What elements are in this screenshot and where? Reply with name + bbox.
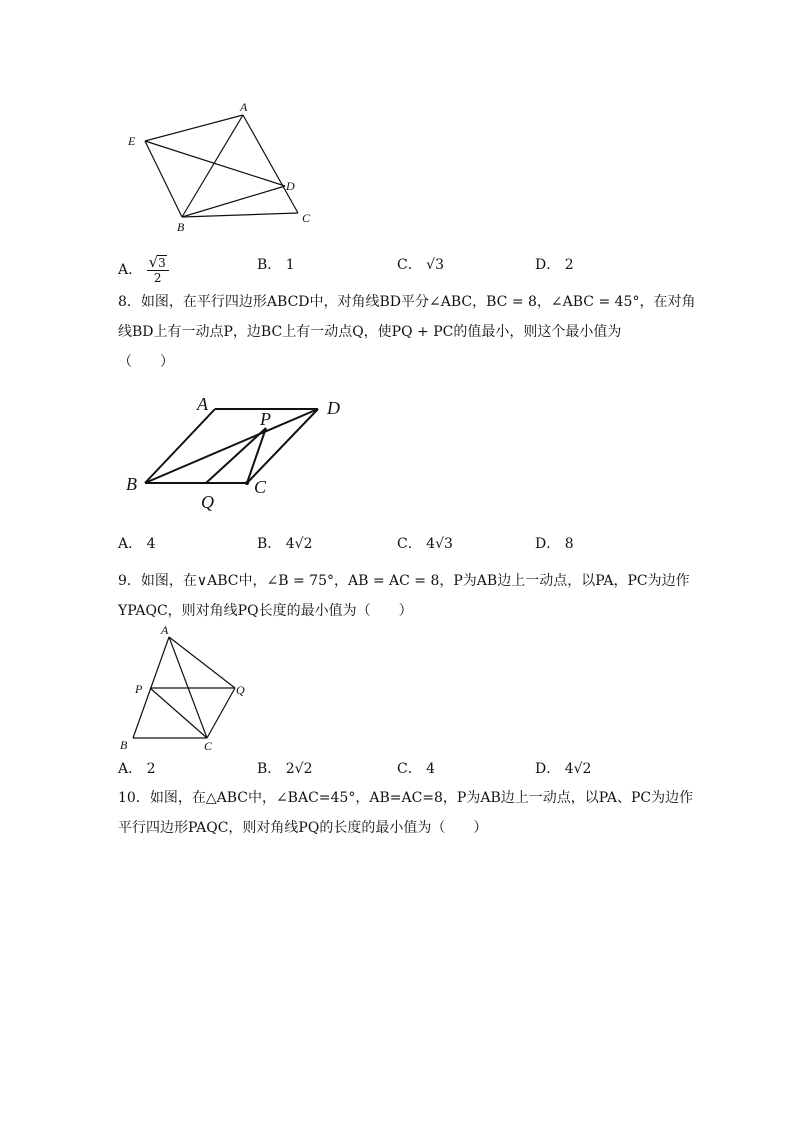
- q9-option-d[interactable]: [535, 759, 591, 779]
- q9-line-1: 9．如图，在∨ABC中，∠B = 75°，AB = AC = 8，P为AB边上一动点，以PA，PC为边作: [118, 573, 690, 589]
- label-A: A: [197, 394, 208, 414]
- q8-option-b[interactable]: [257, 534, 313, 554]
- label-Q: Q: [201, 492, 214, 512]
- q8-option-c[interactable]: [397, 534, 453, 554]
- label-B: B: [126, 474, 137, 494]
- q10-line-1: 10．如图，在△ABC中，∠BAC=45°，AB=AC=8，P为AB边上一动点，以PA、PC为边作: [118, 790, 694, 806]
- q10-line-2: 平行四边形PAQC，则对角线PQ的长度的最小值为（ ）: [118, 820, 488, 836]
- label-A: A: [240, 100, 248, 114]
- label-Q: Q: [236, 683, 245, 697]
- label-D: D: [286, 179, 295, 193]
- option-letter: C．: [397, 536, 422, 552]
- q8-option-d[interactable]: [535, 534, 574, 554]
- q9-option-a[interactable]: [118, 759, 156, 779]
- figure-q7: [120, 95, 330, 235]
- figure-q9: [115, 622, 255, 757]
- q8-option-a[interactable]: [118, 534, 156, 554]
- option-letter: D．: [535, 536, 561, 552]
- fraction: $\frac{√3}{2}$: [147, 255, 169, 285]
- option-text: 2: [146, 761, 156, 777]
- q9-option-b[interactable]: [257, 759, 313, 779]
- option-letter: A．: [118, 536, 143, 552]
- label-C: C: [302, 211, 311, 225]
- option-letter: D．: [535, 761, 561, 777]
- q7-option-c[interactable]: [397, 255, 444, 275]
- label-C: C: [204, 739, 213, 753]
- option-text: 4√3: [426, 536, 453, 552]
- label-P: P: [260, 409, 271, 429]
- option-text: 8: [564, 536, 574, 552]
- q7-option-b[interactable]: [257, 255, 295, 275]
- option-letter: C．: [397, 257, 422, 273]
- option-letter: B．: [257, 257, 282, 273]
- option-text: 2: [564, 257, 574, 273]
- option-text: 4√2: [285, 536, 313, 552]
- option-letter: A．: [118, 262, 143, 278]
- q8-line-2: 线BD上有一动点P，边BC上有一动点Q，使PQ + PC的值最小，则这个最小值为: [118, 324, 622, 340]
- option-text: 4: [426, 761, 436, 777]
- option-letter: D．: [535, 257, 561, 273]
- label-B: B: [120, 738, 128, 752]
- q8-line-1: 8．如图，在平行四边形ABCD中，对角线BD平分∠ABC，BC = 8，∠ABC = 45°，在对角: [118, 294, 696, 310]
- q7-option-a[interactable]: [118, 255, 169, 285]
- option-text: 4√2: [564, 761, 592, 777]
- q9-line-2: YPAQC，则对角线PQ长度的最小值为（ ）: [118, 603, 413, 619]
- option-text: 1: [285, 257, 295, 273]
- option-text: 4: [146, 536, 156, 552]
- option-text: √3: [426, 257, 444, 273]
- option-text: 2√2: [285, 761, 313, 777]
- label-D: D: [327, 398, 340, 418]
- q9-option-c[interactable]: [397, 759, 435, 779]
- q8-line-3: （ ）: [118, 354, 174, 370]
- option-letter: B．: [257, 536, 282, 552]
- option-letter: A．: [118, 761, 143, 777]
- label-A: A: [161, 623, 169, 637]
- option-letter: B．: [257, 761, 282, 777]
- label-P: P: [135, 682, 143, 696]
- label-B: B: [177, 220, 185, 234]
- option-letter: C．: [397, 761, 422, 777]
- fraction-denominator: 2: [153, 271, 162, 285]
- label-C: C: [254, 477, 267, 497]
- figure-q8: [120, 390, 360, 515]
- label-E: E: [128, 134, 136, 148]
- q7-option-d[interactable]: [535, 255, 574, 275]
